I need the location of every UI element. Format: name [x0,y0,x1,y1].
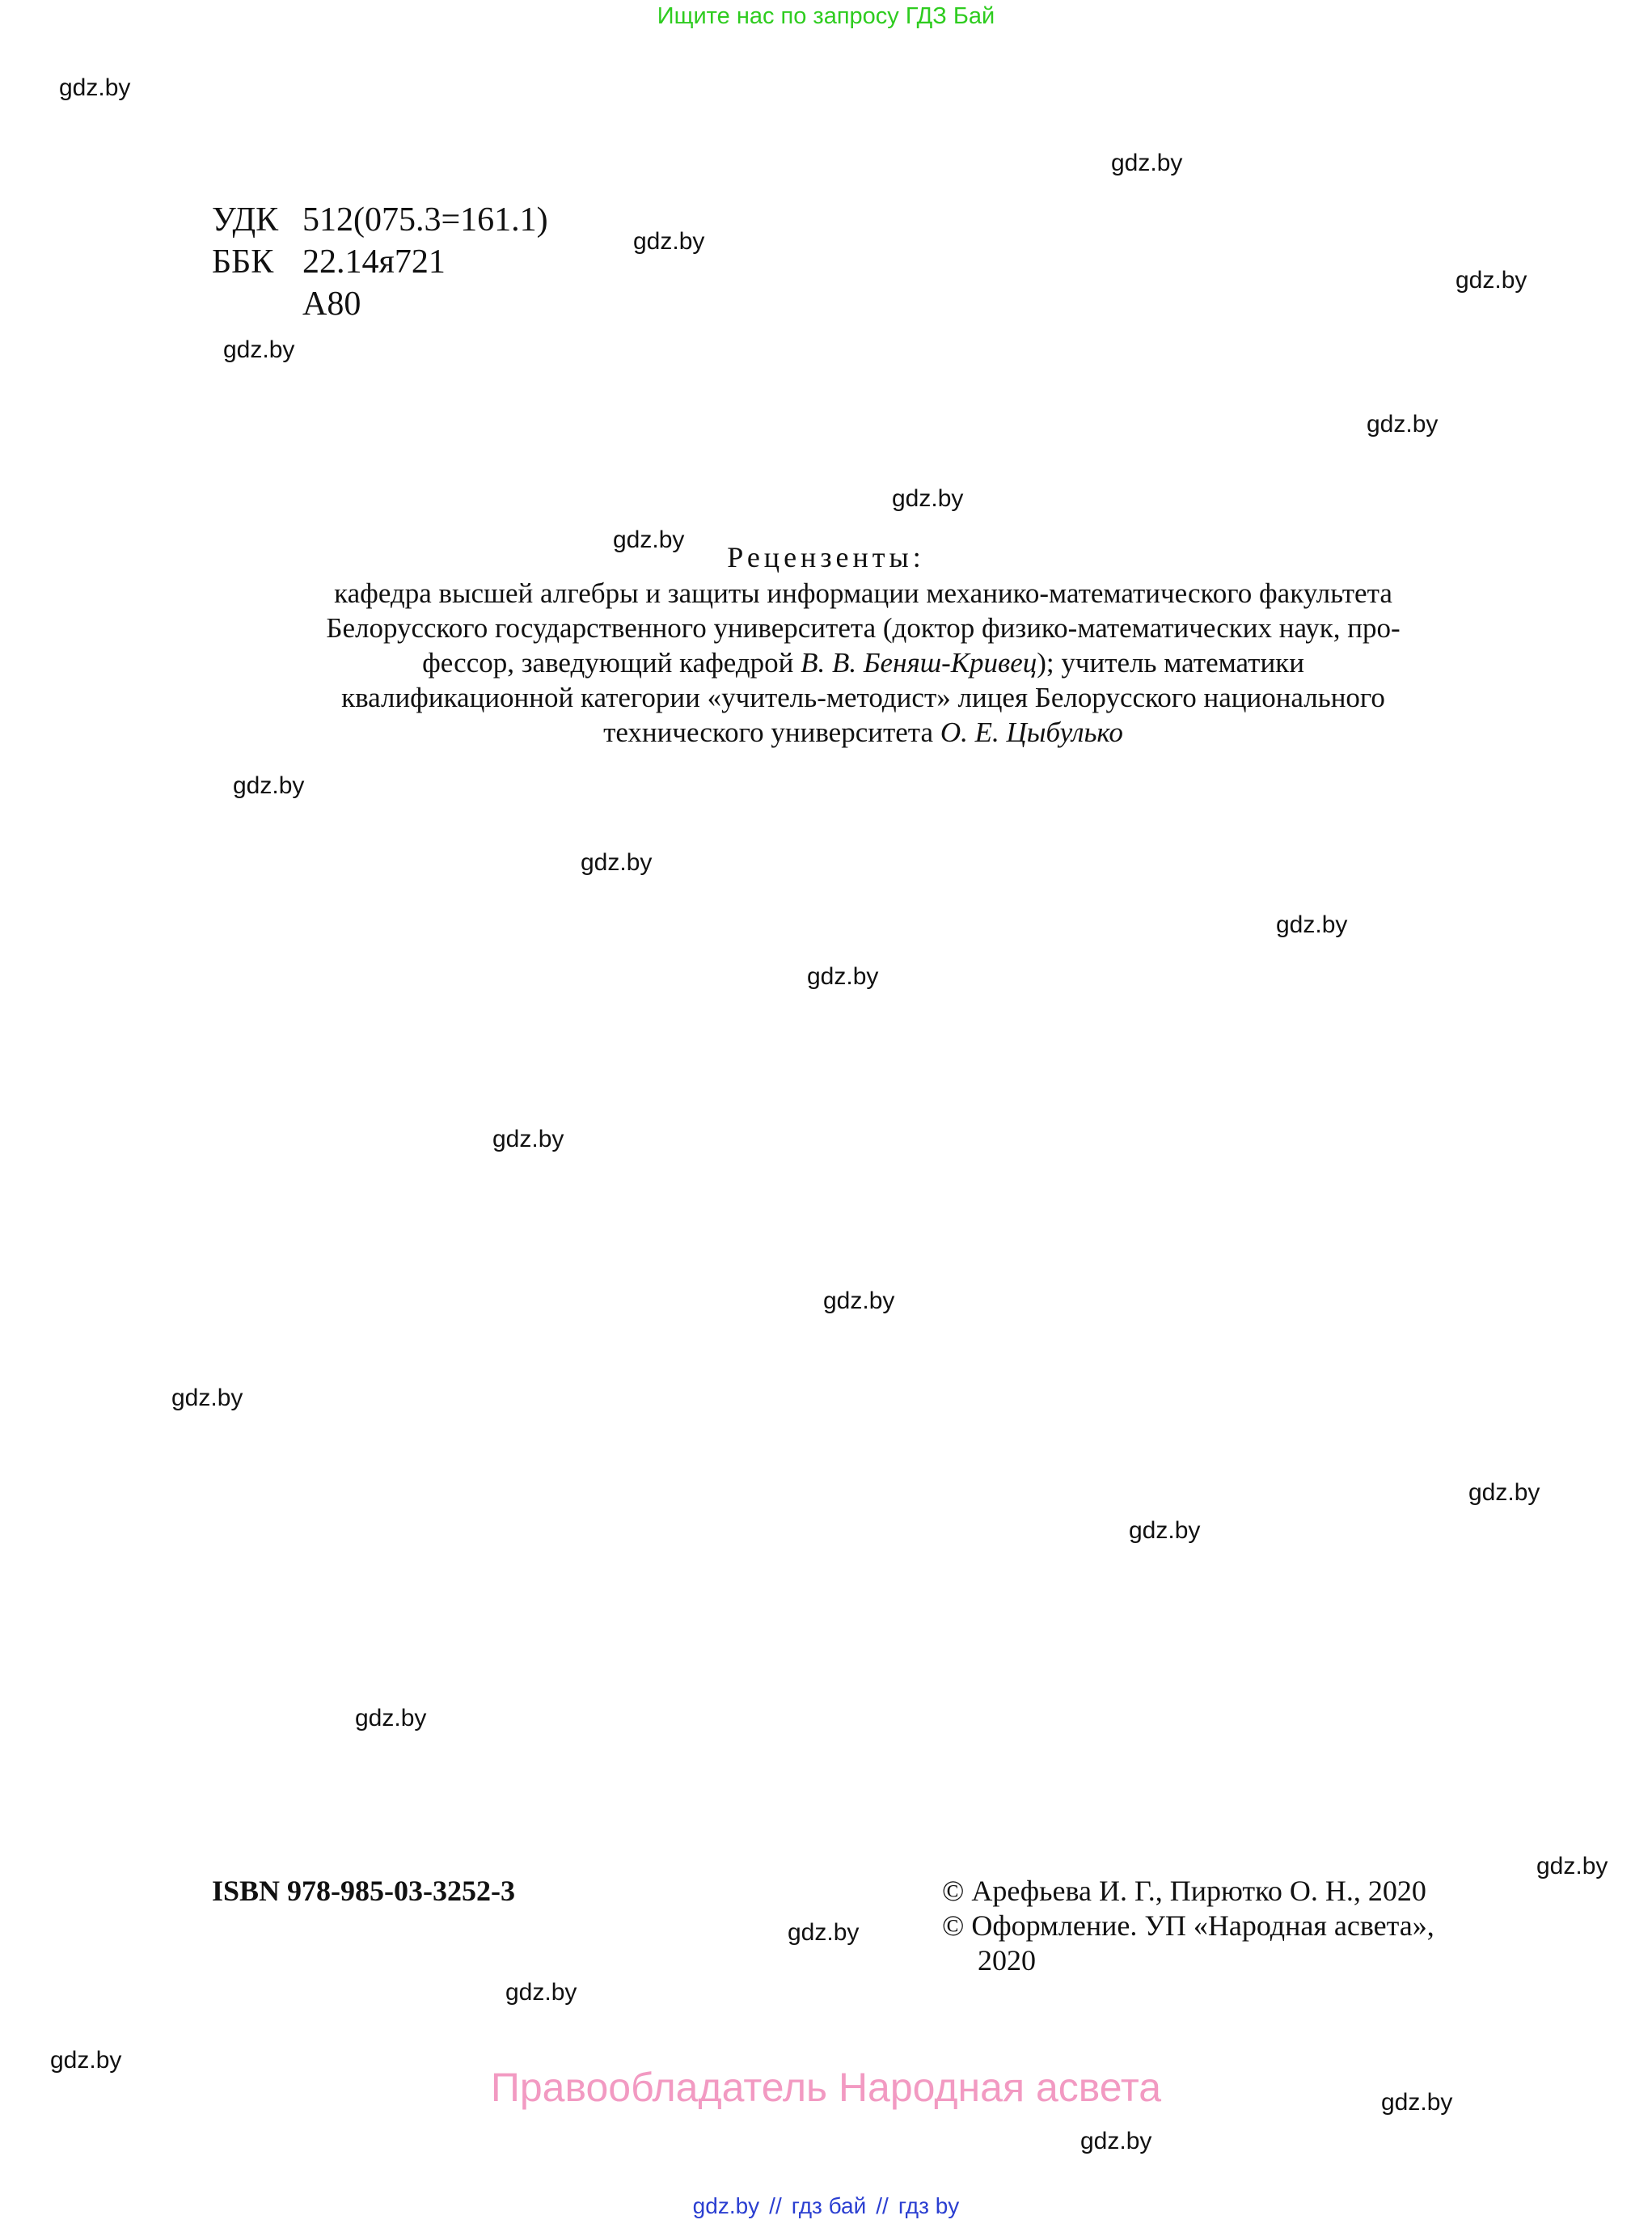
footer-separator: // [876,2193,889,2218]
watermark: gdz.by [1276,911,1348,938]
watermark: gdz.by [1129,1517,1201,1544]
watermark: gdz.by [807,963,879,990]
reviewers-body [218,576,1508,750]
bbk-value: 22.14я721 [302,243,446,281]
copyright-block [942,1874,1434,1978]
watermark: gdz.by [492,1126,564,1152]
watermark: gdz.by [1367,411,1439,438]
copyright-line: 2020 [978,1944,1036,1977]
watermark: gdz.by [788,1919,860,1946]
footer-links [0,2193,1652,2219]
udk-line [212,201,548,239]
footer-separator: // [769,2193,782,2218]
reviewers-line: кафедра высшей алгебры и защиты информации механико-математического факультета [334,577,1392,609]
watermark: gdz.by [1381,2089,1453,2116]
reviewers-text: фессор, заведующий кафедрой [422,647,801,679]
top-banner: Ищите нас по запросу ГДЗ Бай [657,3,995,29]
owner-notice: Правообладатель Народная асвета [490,2065,1162,2110]
reviewers-line [218,715,1508,750]
watermark: gdz.by [171,1385,243,1411]
reviewers-line: Белорусского государственного университета (доктор физико-математических наук, про- [326,612,1401,644]
udk-value: 512(075.3=161.1) [302,201,548,239]
bbk-line [212,243,446,281]
bbk-label: ББК [212,243,274,281]
reviewer-name: О. Е. Цыбулько [940,717,1123,748]
footer-link-gdz-by[interactable]: gdz.by [692,2193,760,2218]
copyright-line: © Оформление. УП «Народная асвета», [942,1909,1434,1942]
watermark: gdz.by [892,485,964,512]
watermark: gdz.by [50,2047,122,2074]
reviewers-text: ); учитель математики [1037,647,1304,679]
watermark: gdz.by [1111,150,1183,176]
isbn: ISBN 978-985-03-3252-3 [212,1875,515,1907]
reviewers-line: квалификационной категории «учитель-методист» лицея Белорусского национального [341,682,1385,713]
watermark: gdz.by [1468,1479,1540,1506]
watermark: gdz.by [355,1705,427,1731]
footer-link-gdz-bai[interactable]: гдз бай [791,2193,867,2218]
author-mark: А80 [302,285,361,323]
watermark: gdz.by [233,772,305,799]
watermark: gdz.by [633,228,705,255]
watermark: gdz.by [59,74,131,101]
watermark: gdz.by [1080,2128,1152,2154]
watermark: gdz.by [223,336,295,363]
watermark: gdz.by [505,1979,577,2006]
watermark: gdz.by [1456,267,1527,294]
watermark: gdz.by [823,1287,895,1314]
reviewers-line [218,645,1508,680]
reviewers-text: технического университета [603,717,940,748]
watermark: gdz.by [613,526,685,553]
reviewer-name: В. В. Беняш-Кривец [801,647,1037,679]
watermark: gdz.by [581,849,653,876]
reviewers-heading: Рецензенты: [727,541,925,573]
footer-link-gdz-by-2[interactable]: гдз by [898,2193,960,2218]
copyright-line: © Арефьева И. Г., Пирютко О. Н., 2020 [942,1875,1426,1907]
udk-label: УДК [212,201,279,239]
watermark: gdz.by [1536,1853,1608,1879]
